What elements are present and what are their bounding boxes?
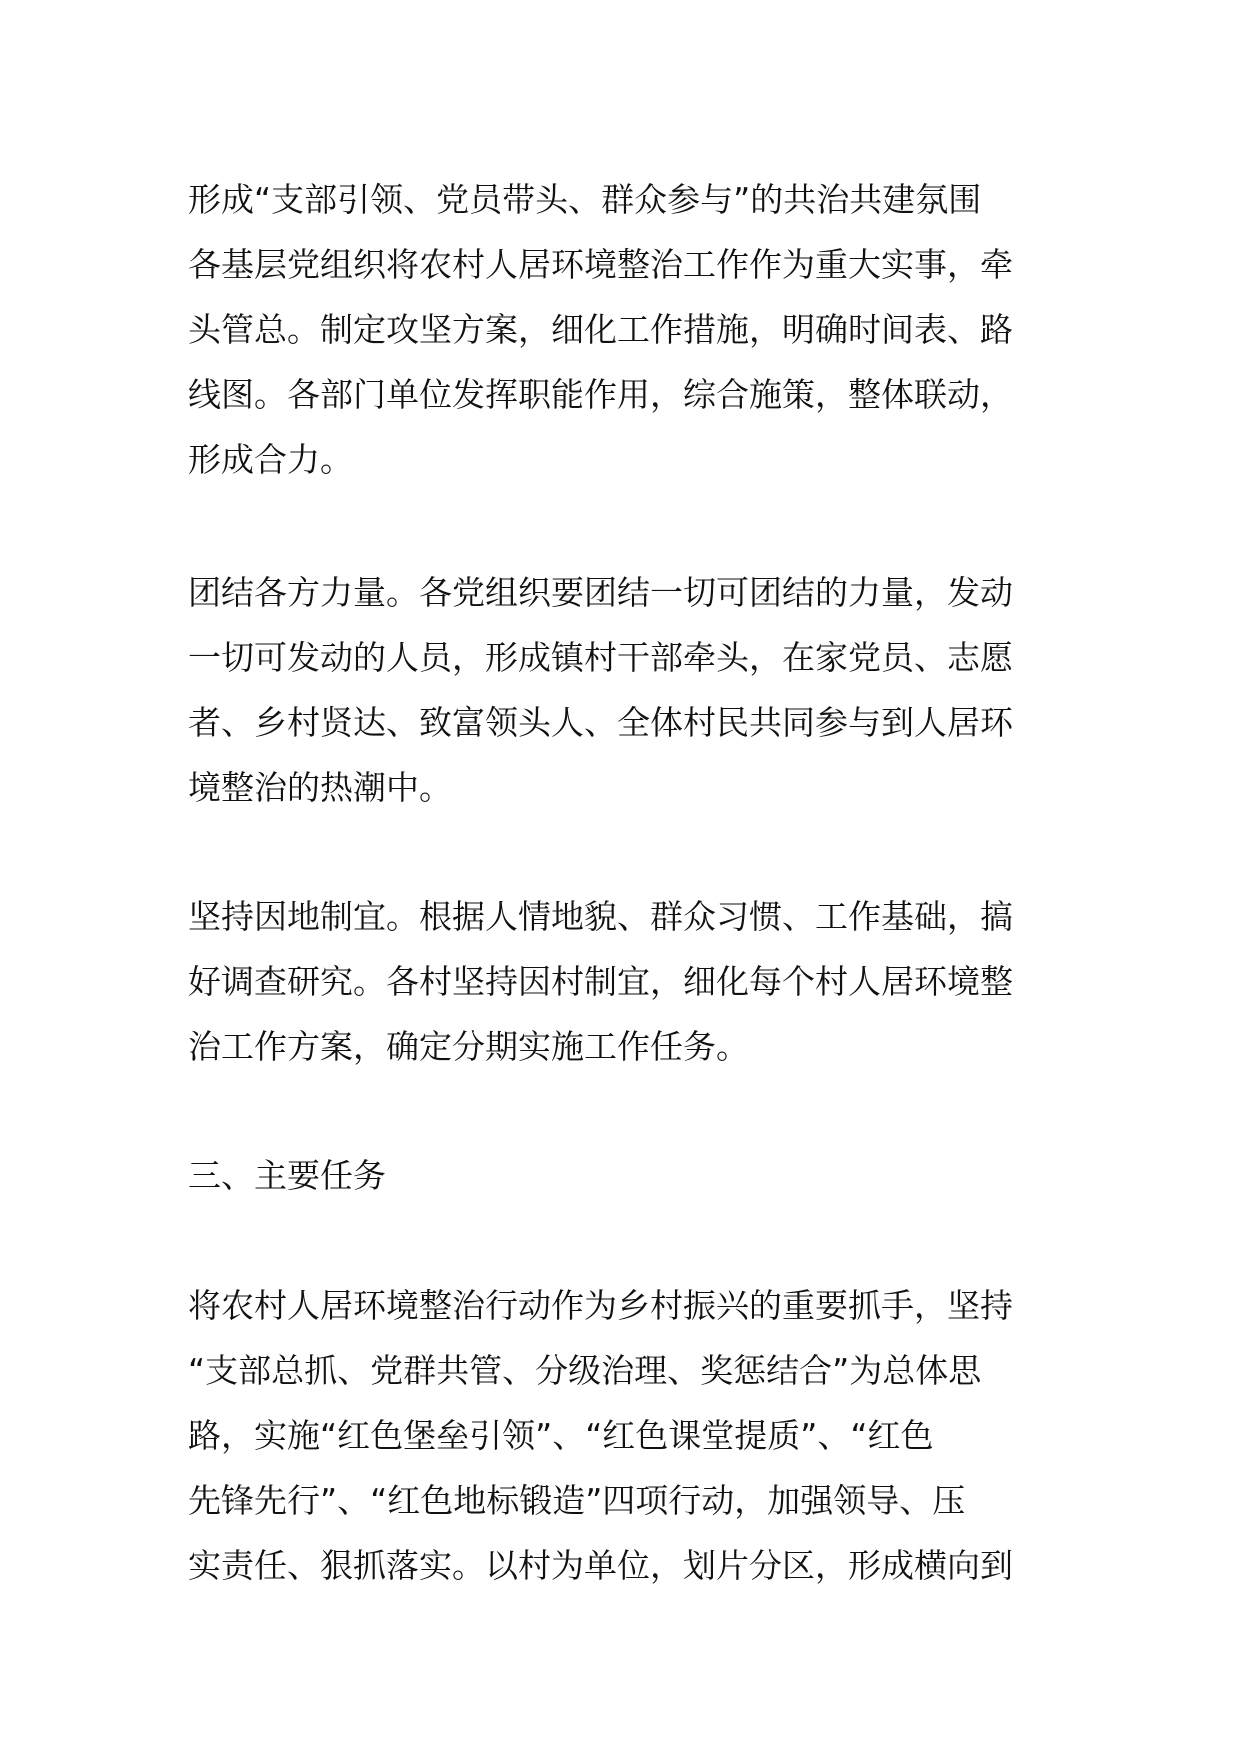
text-line: 头管总。制定攻坚方案，细化工作措施，明确时间表、路 bbox=[188, 310, 1013, 349]
text-line: 者、乡村贤达、致富领头人、全体村民共同参与到人居环 bbox=[188, 703, 1013, 742]
paragraph-local-conditions bbox=[188, 884, 1013, 1079]
text-line: 各基层党组织将农村人居环境整治工作作为重大实事，牵 bbox=[188, 245, 1013, 284]
paragraph-unite-forces bbox=[188, 560, 1013, 820]
text-line: 实责任、狠抓落实。以村为单位，划片分区，形成横向到 bbox=[188, 1546, 1013, 1585]
text-line: 一切可发动的人员，形成镇村干部牵头，在家党员、志愿 bbox=[188, 638, 1013, 677]
text-line: 线图。各部门单位发挥职能作用，综合施策，整体联动， bbox=[188, 375, 1013, 414]
text-line: 路，实施“红色堡垒引领”、“红色课堂提质”、“红色 bbox=[188, 1416, 934, 1455]
text-line: 坚持因地制宜。根据人情地貌、群众习惯、工作基础，搞 bbox=[188, 897, 1013, 936]
text-line: 形成合力。 bbox=[188, 440, 353, 479]
text-line: 团结各方力量。各党组织要团结一切可团结的力量，发动 bbox=[188, 573, 1013, 612]
section-heading bbox=[188, 1143, 386, 1208]
text-line: “支部总抓、党群共管、分级治理、奖惩结合”为总体思 bbox=[188, 1351, 982, 1390]
text-line: 形成“支部引领、党员带头、群众参与”的共治共建氛围 bbox=[188, 180, 982, 219]
text-line: 将农村人居环境整治行动作为乡村振兴的重要抓手，坚持 bbox=[188, 1286, 1013, 1325]
paragraph-leadership bbox=[188, 167, 1013, 492]
text-line: 境整治的热潮中。 bbox=[188, 768, 452, 807]
paragraph-main-tasks bbox=[188, 1273, 1013, 1598]
text-line: 先锋先行”、“红色地标锻造”四项行动，加强领导、压 bbox=[188, 1481, 966, 1520]
heading-text: 三、主要任务 bbox=[188, 1156, 386, 1195]
text-line: 好调查研究。各村坚持因村制宜，细化每个村人居环境整 bbox=[188, 962, 1013, 1001]
text-line: 治工作方案，确定分期实施工作任务。 bbox=[188, 1027, 749, 1066]
